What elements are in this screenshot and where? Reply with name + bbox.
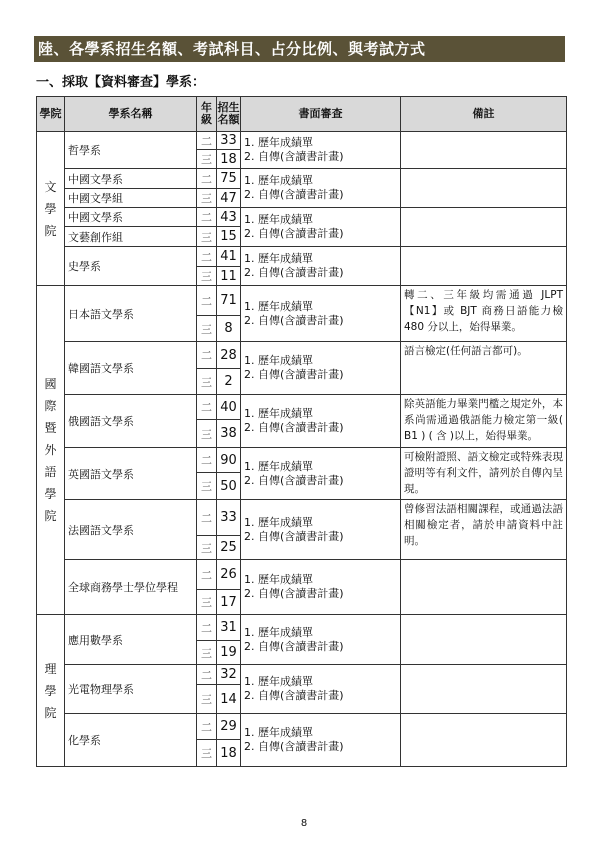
quota-cell: 15 [217, 227, 241, 247]
college-name: 理 學 院 [37, 615, 65, 767]
college-name: 國 際 暨 外 語 學 院 [37, 286, 65, 615]
review-line: 1. 歷年成績單 [244, 726, 313, 739]
review-line: 2. 自傳(含讀書計畫) [244, 368, 344, 381]
review-cell [241, 247, 401, 286]
table-row [37, 560, 567, 590]
review-cell [241, 132, 401, 169]
department-name: 化學系 [65, 714, 197, 767]
note-cell: 語言檢定(任何語言都可)。 [401, 342, 567, 395]
year-cell: 二 [197, 665, 217, 685]
department-name: 文藝創作組 [65, 227, 197, 247]
quota-cell: 43 [217, 208, 241, 227]
year-cell: 二 [197, 169, 217, 189]
department-name: 日本語文學系 [65, 286, 197, 342]
review-cell [241, 342, 401, 395]
quota-cell: 41 [217, 247, 241, 267]
year-cell: 二 [197, 615, 217, 641]
header-review: 書面審查 [241, 97, 401, 132]
table-row [37, 208, 567, 227]
note-cell: 轉二、三年級均需通過 JLPT【N1】或 BJT 商務日語能力檢480 分以上，始得畢業。 [401, 286, 567, 342]
table-header-row [37, 97, 567, 132]
note-cell [401, 665, 567, 714]
table-row [37, 342, 567, 369]
quota-cell: 28 [217, 342, 241, 369]
review-cell [241, 500, 401, 560]
note-cell [401, 208, 567, 247]
quota-cell: 32 [217, 665, 241, 685]
quota-cell: 11 [217, 267, 241, 286]
department-name: 哲學系 [65, 132, 197, 169]
quota-cell: 33 [217, 500, 241, 536]
table-row [37, 448, 567, 473]
review-line: 1. 歷年成績單 [244, 299, 313, 313]
year-cell: 二 [197, 560, 217, 590]
review-cell [241, 208, 401, 247]
review-line: 1. 歷年成績單 [244, 625, 313, 639]
review-line: 1. 歷年成績單 [244, 515, 313, 529]
note-cell [401, 132, 567, 169]
review-line: 2. 自傳(含讀書計畫) [244, 639, 344, 653]
department-name: 英國語文學系 [65, 448, 197, 500]
review-cell [241, 560, 401, 615]
year-cell: 二 [197, 395, 217, 420]
quota-cell: 50 [217, 473, 241, 500]
note-cell [401, 247, 567, 286]
note-cell [401, 169, 567, 208]
review-cell [241, 169, 401, 208]
year-cell: 三 [197, 590, 217, 615]
review-line: 2. 自傳(含讀書計畫) [244, 150, 344, 163]
year-cell: 二 [197, 448, 217, 473]
quota-cell: 38 [217, 420, 241, 448]
table-row [37, 132, 567, 150]
note-cell: 曾修習法語相關課程，或通過法語相關檢定者，請於申請資料中註明。 [401, 500, 567, 560]
review-cell [241, 615, 401, 665]
table-row [37, 665, 567, 685]
year-cell: 二 [197, 208, 217, 227]
quota-cell: 71 [217, 286, 241, 316]
year-cell: 三 [197, 316, 217, 342]
year-cell: 二 [197, 132, 217, 150]
quota-cell: 2 [217, 369, 241, 395]
year-cell: 三 [197, 536, 217, 560]
department-name: 全球商務學士學位學程 [65, 560, 197, 615]
quota-cell: 19 [217, 641, 241, 665]
college-name: 文 學 院 [37, 132, 65, 286]
review-line: 1. 歷年成績單 [244, 136, 313, 149]
admissions-table [36, 96, 567, 767]
quota-cell: 14 [217, 685, 241, 714]
year-cell: 三 [197, 473, 217, 500]
review-cell [241, 714, 401, 767]
department-name: 中國文學組 [65, 189, 197, 208]
review-cell [241, 395, 401, 448]
page-number: 8 [300, 818, 308, 829]
review-line: 2. 自傳(含讀書計畫) [244, 266, 344, 279]
review-cell [241, 665, 401, 714]
department-name: 光電物理學系 [65, 665, 197, 714]
year-cell: 三 [197, 641, 217, 665]
year-cell: 二 [197, 286, 217, 316]
year-cell: 三 [197, 420, 217, 448]
year-cell: 三 [197, 267, 217, 286]
year-cell: 二 [197, 342, 217, 369]
table-row [37, 714, 567, 740]
table-row [37, 247, 567, 267]
table-row [37, 615, 567, 641]
note-cell: 可檢附證照、語文檢定或特殊表現證明等有利文件，請列於自傳內呈現。 [401, 448, 567, 500]
header-note: 備註 [401, 97, 567, 132]
section-title: 陸、各學系招生名額、考試科目、占分比例、與考試方式 [34, 36, 565, 62]
quota-cell: 18 [217, 740, 241, 767]
year-cell: 二 [197, 500, 217, 536]
table-row [37, 169, 567, 189]
quota-cell: 26 [217, 560, 241, 590]
quota-cell: 33 [217, 132, 241, 150]
review-line: 1. 歷年成績單 [244, 354, 313, 367]
department-name: 應用數學系 [65, 615, 197, 665]
quota-cell: 29 [217, 714, 241, 740]
header-year: 年級 [197, 97, 217, 132]
year-cell: 三 [197, 189, 217, 208]
table-body [37, 132, 567, 767]
quota-cell: 31 [217, 615, 241, 641]
department-name: 史學系 [65, 247, 197, 286]
review-line: 1. 歷年成績單 [244, 252, 313, 265]
review-line: 1. 歷年成績單 [244, 675, 313, 688]
year-cell: 二 [197, 247, 217, 267]
review-line: 2. 自傳(含讀書計畫) [244, 421, 344, 434]
table-row [37, 286, 567, 316]
review-line: 2. 自傳(含讀書計畫) [244, 529, 344, 543]
table-row [37, 500, 567, 536]
header-dept: 學系名稱 [65, 97, 197, 132]
subheading: 一、採取【資料審查】學系： [36, 75, 206, 90]
year-cell: 三 [197, 369, 217, 395]
review-line: 2. 自傳(含讀書計畫) [244, 740, 344, 753]
quota-cell: 18 [217, 150, 241, 169]
review-line: 2. 自傳(含讀書計畫) [244, 587, 344, 600]
year-cell: 三 [197, 150, 217, 169]
department-name: 法國語文學系 [65, 500, 197, 560]
department-name: 韓國語文學系 [65, 342, 197, 395]
quota-cell: 75 [217, 169, 241, 189]
department-name: 俄國語文學系 [65, 395, 197, 448]
note-cell [401, 714, 567, 767]
table-row [37, 395, 567, 420]
year-cell: 三 [197, 685, 217, 714]
department-name: 中國文學系 [65, 169, 197, 189]
year-cell: 二 [197, 714, 217, 740]
year-cell: 三 [197, 227, 217, 247]
year-cell: 三 [197, 740, 217, 767]
quota-cell: 17 [217, 590, 241, 615]
header-quota: 招生名額 [217, 97, 241, 132]
note-cell: 除英語能力畢業門檻之規定外，本系尚需通過俄語能力檢定第一級( B1 ) ( 含 )以上，始得畢業。 [401, 395, 567, 448]
review-line: 2. 自傳(含讀書計畫) [244, 227, 344, 240]
header-college: 學院 [37, 97, 65, 132]
quota-cell: 8 [217, 316, 241, 342]
review-line: 1. 歷年成績單 [244, 174, 313, 187]
review-cell [241, 448, 401, 500]
review-line: 2. 自傳(含讀書計畫) [244, 188, 344, 201]
note-cell [401, 560, 567, 615]
review-line: 1. 歷年成績單 [244, 213, 313, 226]
review-line: 1. 歷年成績單 [244, 573, 313, 586]
department-name: 中國文學系 [65, 208, 197, 227]
review-cell [241, 286, 401, 342]
quota-cell: 90 [217, 448, 241, 473]
note-cell [401, 615, 567, 665]
review-line: 1. 歷年成績單 [244, 459, 313, 473]
review-line: 1. 歷年成績單 [244, 407, 313, 420]
quota-cell: 47 [217, 189, 241, 208]
quota-cell: 25 [217, 536, 241, 560]
review-line: 2. 自傳(含讀書計畫) [244, 473, 344, 487]
review-line: 2. 自傳(含讀書計畫) [244, 689, 344, 702]
quota-cell: 40 [217, 395, 241, 420]
review-line: 2. 自傳(含讀書計畫) [244, 313, 344, 327]
